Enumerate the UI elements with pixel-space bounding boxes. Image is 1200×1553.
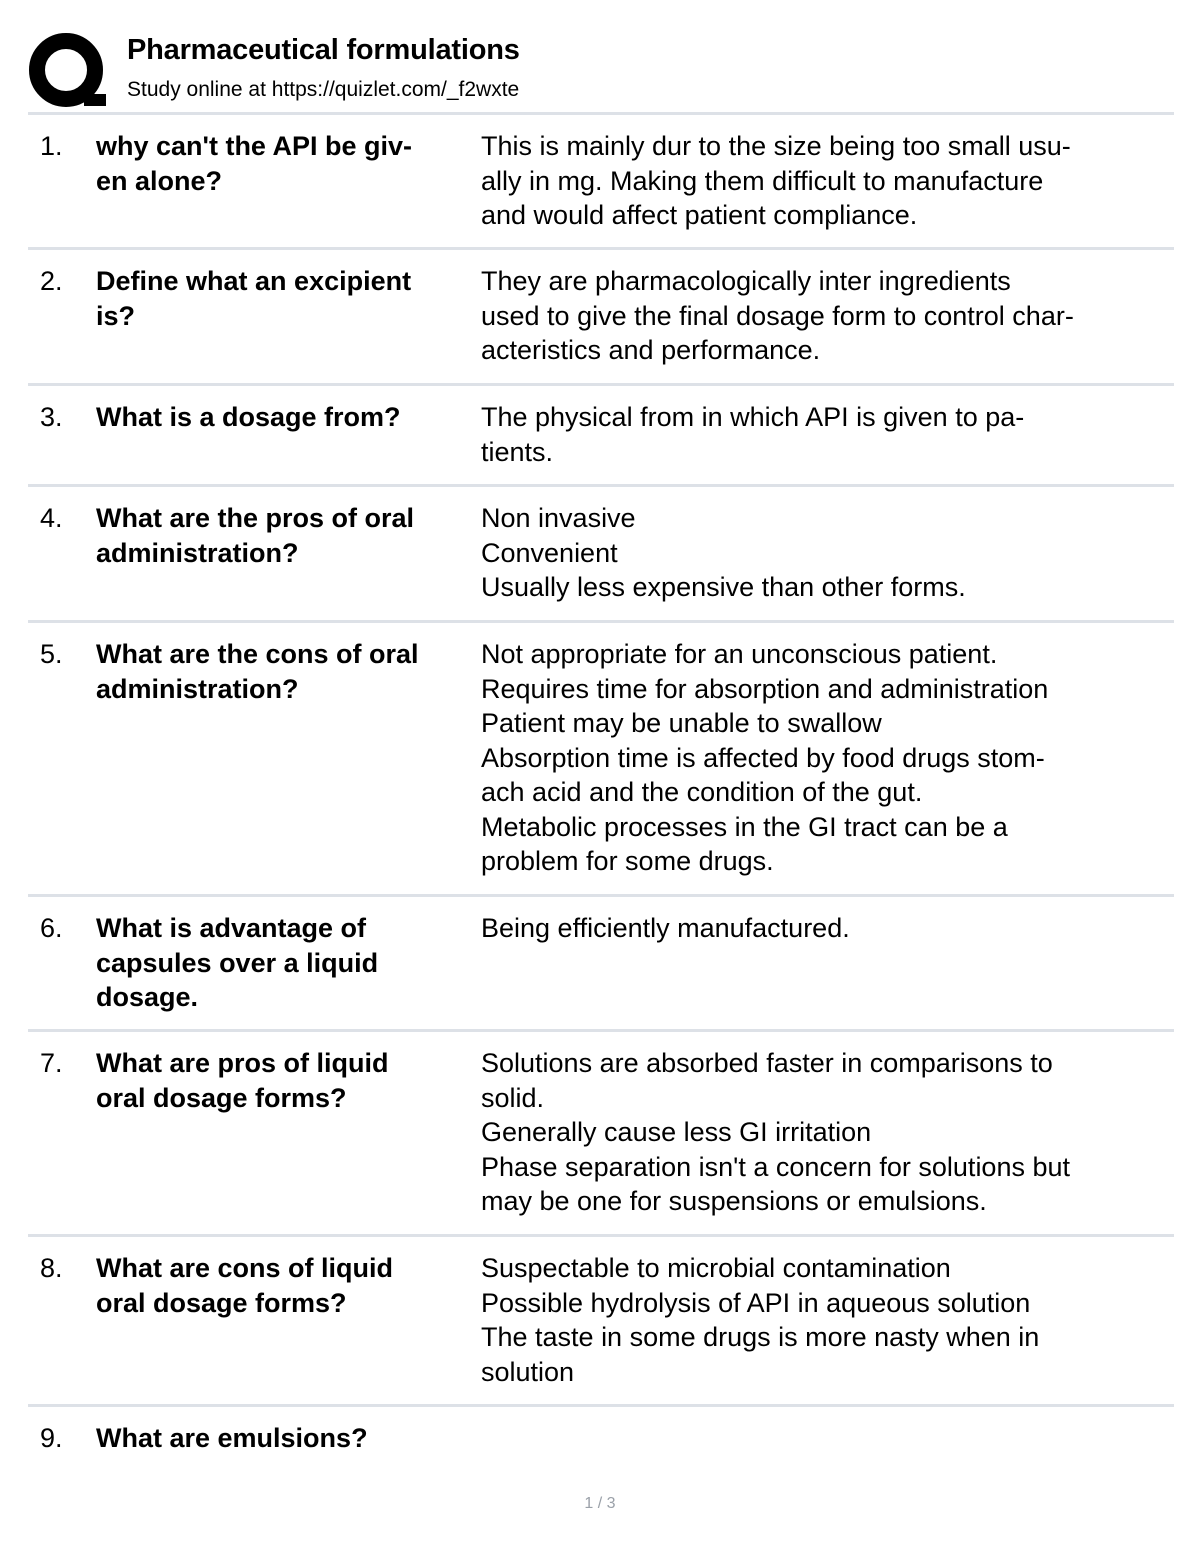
term-line: is?: [96, 300, 136, 331]
definition-line: Convenient: [481, 537, 618, 568]
card-term: [96, 637, 478, 706]
term-line: why can't the API be giv-: [96, 131, 412, 161]
term-line: en alone?: [96, 165, 223, 196]
definition-line: Phase separation isn't a concern for solutions but: [481, 1151, 1071, 1182]
flashcard-row: [28, 386, 1174, 484]
definition-line: Generally cause less GI irritation: [481, 1117, 872, 1147]
card-number: 2.: [40, 266, 63, 296]
definition-line: tients.: [481, 436, 554, 467]
card-number: 9.: [40, 1423, 63, 1453]
flashcard-row: [28, 250, 1174, 383]
definition-line: This is mainly dur to the size being too small usu-: [481, 131, 1071, 161]
term-line: What are pros of liquid: [96, 1048, 389, 1078]
document-header: [28, 28, 1178, 110]
term-line: oral dosage forms?: [96, 1287, 347, 1318]
definition-line: Metabolic processes in the GI tract can be a: [481, 811, 1008, 842]
term-line: administration?: [96, 537, 299, 568]
definition-line: may be one for suspensions or emulsions.: [481, 1186, 987, 1216]
card-definition: [481, 637, 1171, 879]
flashcard-row: [28, 115, 1174, 247]
definition-line: Suspectable to microbial contamination: [481, 1253, 951, 1283]
flashcard-row: [28, 623, 1174, 894]
definition-line: The taste in some drugs is more nasty when in: [481, 1322, 1040, 1352]
card-term: [96, 264, 478, 333]
definition-line: Possible hydrolysis of API in aqueous solution: [481, 1287, 1031, 1318]
definition-line: Non invasive: [481, 503, 636, 533]
quizlet-q-logo-icon: [28, 32, 108, 112]
term-line: What is a dosage from?: [96, 402, 401, 432]
definition-line: ally in mg. Making them difficult to manufacture: [481, 165, 1044, 196]
card-definition: [481, 129, 1171, 233]
card-definition: [481, 264, 1171, 368]
card-number: 1.: [40, 131, 63, 161]
definition-line: They are pharmacologically inter ingredients: [481, 266, 1011, 296]
flashcard-row: [28, 1032, 1174, 1234]
term-line: dosage.: [96, 982, 199, 1012]
card-term: [96, 1421, 478, 1456]
definition-line: acteristics and performance.: [481, 335, 821, 365]
flashcard-row: [28, 897, 1174, 1029]
card-number: 4.: [40, 503, 63, 533]
card-number: 3.: [40, 402, 63, 432]
term-line: Define what an excipient: [96, 266, 412, 296]
card-term: [96, 1251, 478, 1320]
card-definition: [481, 911, 1171, 946]
term-line: administration?: [96, 673, 299, 704]
definition-line: Not appropriate for an unconscious patient.: [481, 639, 998, 669]
card-number: 7.: [40, 1048, 63, 1078]
definition-line: problem for some drugs.: [481, 846, 774, 876]
term-line: What are the cons of oral: [96, 639, 419, 669]
definition-line: ach acid and the condition of the gut.: [481, 777, 923, 807]
document-title: Pharmaceutical formulations: [127, 34, 520, 66]
page-indicator: 1 / 3: [584, 1495, 616, 1512]
card-definition: [481, 1046, 1171, 1219]
term-line: capsules over a liquid: [96, 947, 379, 978]
term-line: oral dosage forms?: [96, 1082, 347, 1113]
card-number: 5.: [40, 639, 63, 669]
card-definition: [481, 400, 1171, 469]
card-term: [96, 911, 478, 1015]
term-line: What is advantage of: [96, 913, 367, 943]
flashcard-row: [28, 487, 1174, 620]
definition-line: solid.: [481, 1082, 545, 1113]
study-online-link-text: Study online at https://quizlet.com/_f2wxte: [127, 78, 520, 101]
definition-line: Absorption time is affected by food drugs stom-: [481, 742, 1045, 773]
card-number: 6.: [40, 913, 63, 943]
flashcard-row: [28, 1407, 1174, 1467]
definition-line: solution: [481, 1356, 575, 1387]
definition-line: used to give the final dosage form to control char-: [481, 300, 1074, 331]
definition-line: Solutions are absorbed faster in comparisons to: [481, 1048, 1053, 1078]
definition-line: The physical from in which API is given to pa-: [481, 402, 1025, 432]
flashcard-row: [28, 1237, 1174, 1404]
term-line: What are the pros of oral: [96, 503, 415, 533]
card-term: [96, 129, 478, 198]
term-line: What are cons of liquid: [96, 1253, 394, 1283]
card-number: 8.: [40, 1253, 63, 1283]
definition-line: Patient may be unable to swallow: [481, 708, 882, 738]
definition-line: Requires time for absorption and administration: [481, 673, 1049, 704]
definition-line: Usually less expensive than other forms.: [481, 572, 966, 602]
card-definition: [481, 1251, 1171, 1389]
card-definition: [481, 501, 1171, 605]
card-term: [96, 1046, 478, 1115]
card-term: [96, 501, 478, 570]
definition-line: and would affect patient compliance.: [481, 200, 918, 230]
term-line: What are emulsions?: [96, 1423, 368, 1453]
definition-line: Being efficiently manufactured.: [481, 913, 850, 943]
card-term: [96, 400, 478, 435]
flashcard-list: [28, 112, 1174, 1467]
